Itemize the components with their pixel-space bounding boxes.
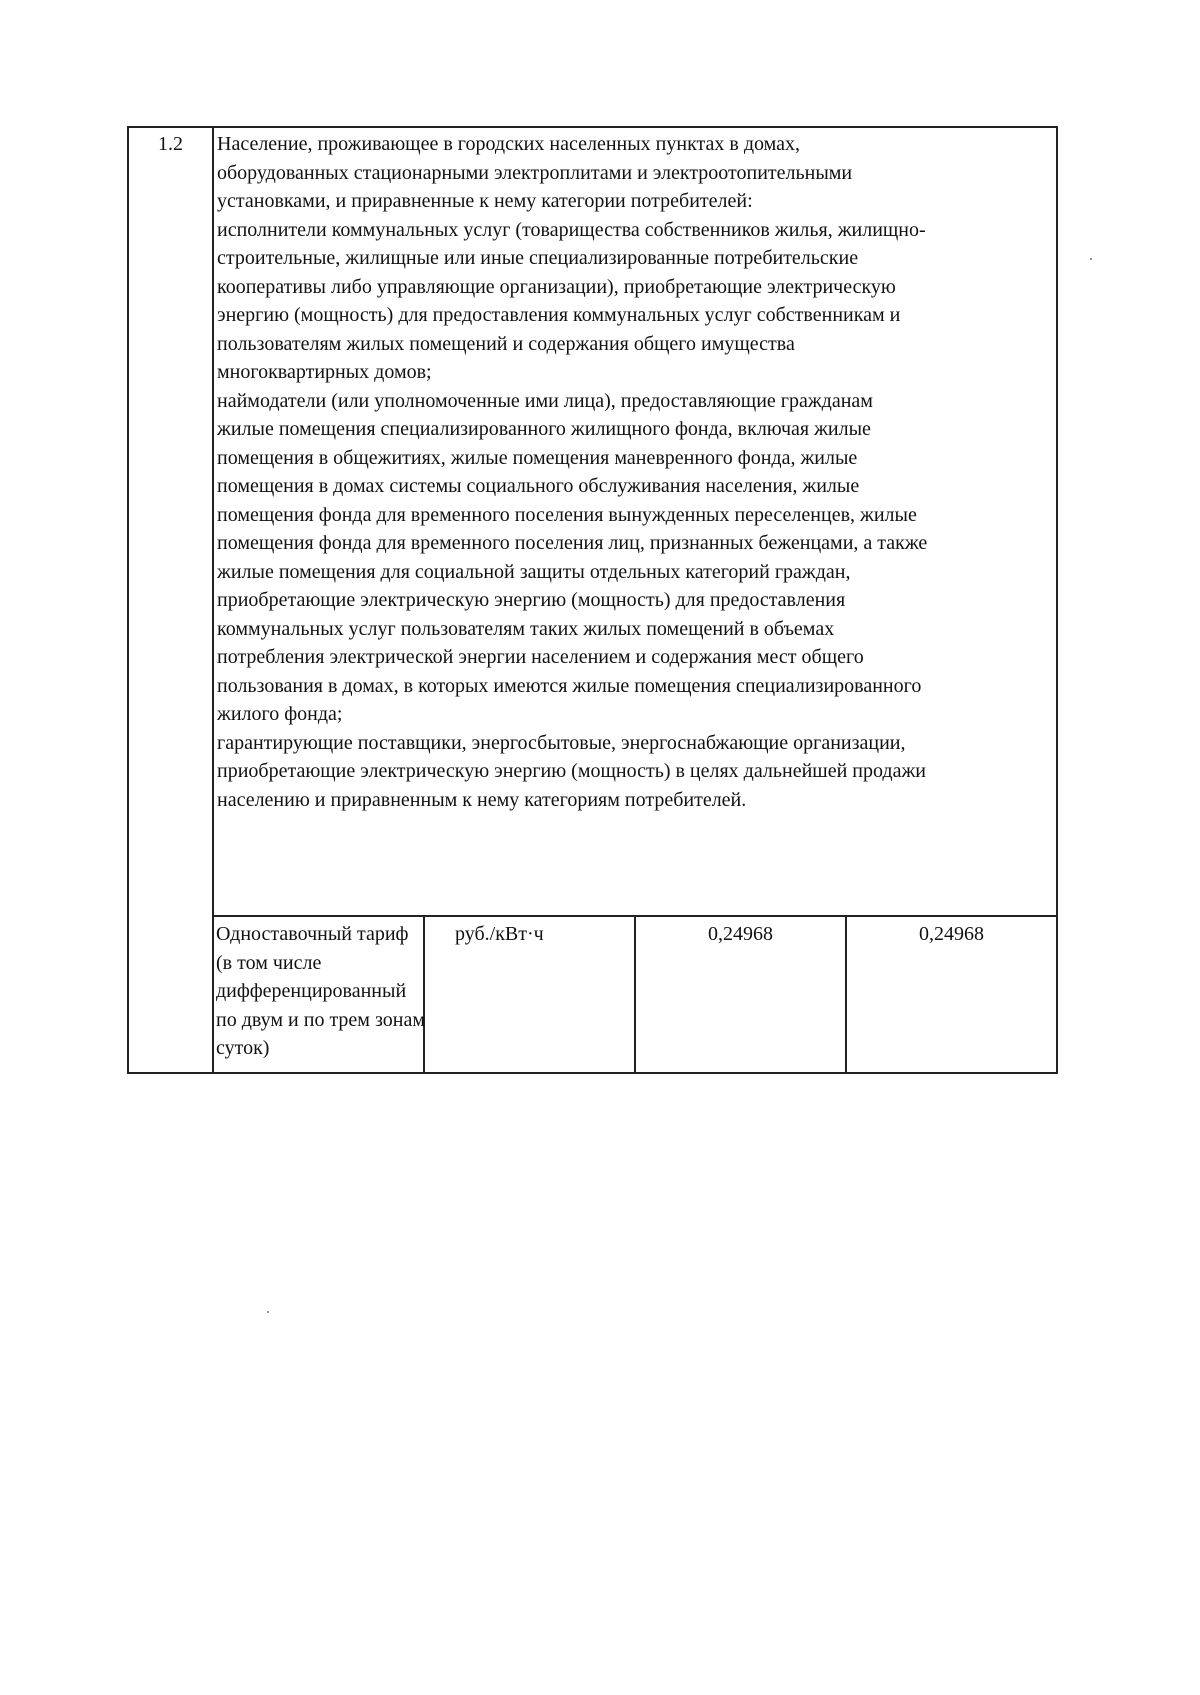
description-line: жилые помещения для социальной защиты отдельных категорий граждан,: [217, 560, 851, 583]
row-description: [213, 127, 1057, 916]
tariff-label-line: дифференцированный: [216, 980, 407, 1002]
description-line: помещения в домах системы социального обслуживания населения, жилые: [217, 475, 860, 497]
scan-speck: [267, 1311, 269, 1313]
row-number: 1.2: [128, 127, 213, 1073]
scan-speck: [1090, 258, 1092, 260]
description-line: пользования в домах, в которых имеются жилые помещения специализированного: [217, 674, 922, 697]
description-line: помещения в общежитиях, жилые помещения маневренного фонда, жилые: [217, 446, 858, 469]
tariff-label-line: Одноставочный тариф: [216, 923, 409, 945]
description-line: кооперативы либо управляющие организации), приобретающие электрическую: [217, 275, 896, 298]
tariff-label-line: (в том числе: [216, 951, 322, 974]
tariff-label-line: по двум и по трем зонам: [216, 1008, 425, 1031]
description-line: Население, проживающее в городских населенных пунктах в домах,: [217, 133, 801, 155]
description-line: строительные, жилищные или иные специализированные потребительские: [217, 247, 859, 269]
description-line: помещения фонда для временного поселения лиц, признанных беженцами, а также: [217, 532, 928, 554]
description-line: потребления электрической энергии населением и содержания мест общего: [217, 646, 864, 668]
description-line: жилого фонда;: [217, 703, 343, 725]
description-line: приобретающие электрическую энергию (мощность) для предоставления: [217, 589, 846, 611]
tariff-table: [127, 126, 1058, 1074]
description-line: исполнители коммунальных услуг (товарищества собственников жилья, жилищно-: [217, 218, 926, 241]
description-line: жилые помещения специализированного жилищного фонда, включая жилые: [217, 418, 871, 440]
tariff-label: [213, 916, 424, 1073]
table-row: [128, 916, 1057, 1073]
description-line: коммунальных услуг пользователям таких жилых помещений в объемах: [217, 617, 835, 640]
tariff-label-line: суток): [216, 1037, 270, 1059]
description-line: гарантирующие поставщики, энергосбытовые, энергоснабжающие организации,: [217, 731, 906, 754]
description-line: наймодатели (или уполномоченные ими лица), предоставляющие гражданам: [217, 389, 873, 412]
description-line: помещения фонда для временного поселения вынужденных переселенцев, жилые: [217, 503, 917, 526]
description-line: населению и приравненным к нему категориям потребителей.: [217, 788, 747, 811]
table-row: [128, 127, 1057, 916]
description-line: установками, и приравненные к нему категории потребителей:: [217, 190, 753, 212]
tariff-value-2: 0,24968: [846, 916, 1057, 1073]
description-line: приобретающие электрическую энергию (мощность) в целях дальнейшей продажи: [217, 760, 926, 782]
tariff-value-1: 0,24968: [635, 916, 846, 1073]
tariff-unit: руб./кВт·ч: [424, 916, 635, 1073]
description-line: оборудованных стационарными электроплитами и электроотопительными: [217, 161, 853, 184]
description-line: многоквартирных домов;: [217, 361, 432, 383]
description-line: пользователям жилых помещений и содержания общего имущества: [217, 332, 795, 355]
description-line: энергию (мощность) для предоставления коммунальных услуг собственникам и: [217, 304, 901, 326]
